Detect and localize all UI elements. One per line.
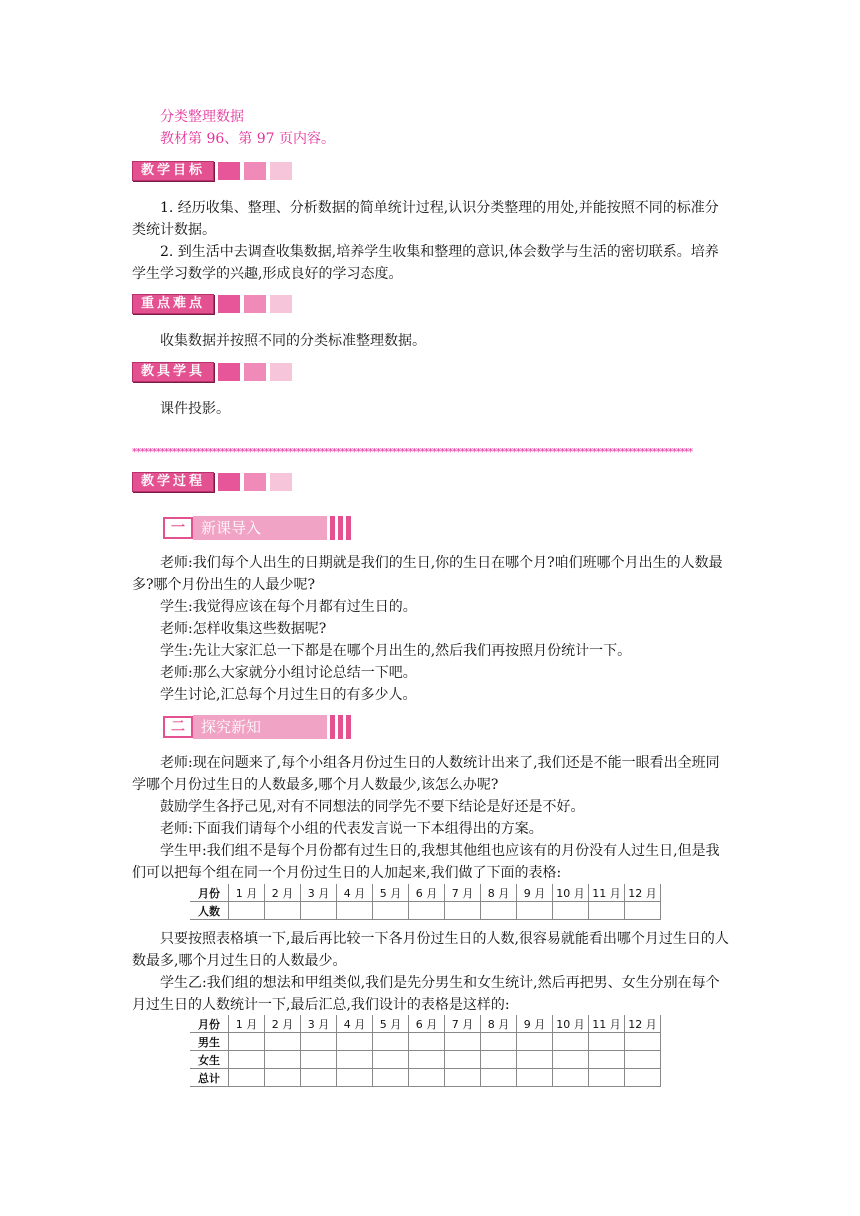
table-row — [190, 1015, 661, 1033]
gender-month-table — [190, 1015, 661, 1087]
part2-line: 学生乙:我们组的想法和甲组类似,我们是先分男生和女生统计,然后再把男、女生分别在每个月过生日的人数统计一下,最后汇总,我们设计的表格是这样的: — [132, 975, 720, 1013]
section-process-label: 教学过程 — [132, 472, 214, 492]
decor-square — [244, 473, 266, 491]
table-header-cell: 8 月 — [481, 884, 517, 902]
table-header-cell: 2 月 — [265, 1015, 301, 1033]
table-header-cell: 月份 — [190, 1015, 229, 1033]
decor-square — [218, 295, 240, 313]
decor-bar — [338, 715, 343, 739]
decor-square — [218, 162, 240, 180]
decor-bar — [330, 715, 335, 739]
table-row — [190, 1033, 661, 1051]
section-key-points-label: 重点难点 — [132, 294, 214, 314]
decor-square — [270, 162, 292, 180]
table-header-cell: 12 月 — [625, 884, 661, 902]
part1-banner — [163, 516, 351, 540]
table-header-cell: 9 月 — [517, 884, 553, 902]
section-goals — [132, 161, 292, 181]
part2-title: 探究新知 — [193, 715, 327, 739]
monthly-count-table — [190, 884, 661, 920]
tools-text: 课件投影。 — [160, 401, 230, 417]
section-tools-label: 教具学具 — [132, 362, 214, 382]
part2-banner — [163, 715, 351, 739]
decor-bar — [338, 516, 343, 540]
section-tools — [132, 362, 292, 382]
table-header-cell: 11 月 — [589, 1015, 625, 1033]
section-process — [132, 472, 292, 492]
table-header-cell: 月份 — [190, 884, 229, 902]
table-row — [190, 884, 661, 902]
table-header-cell: 8 月 — [481, 1015, 517, 1033]
decor-square — [244, 295, 266, 313]
table-header-cell: 4 月 — [337, 1015, 373, 1033]
part1-line: 学生:我觉得应该在每个月都有过生日的。 — [160, 599, 417, 615]
part1-line: 老师:怎样收集这些数据呢? — [160, 621, 327, 637]
goal-item-1: 1. 经历收集、整理、分析数据的简单统计过程,认识分类整理的用处,并能按照不同的标准分类统计数据。 — [132, 200, 719, 238]
lesson-topic: 分类整理数据 — [160, 109, 244, 125]
table-header-cell: 12 月 — [625, 1015, 661, 1033]
table-header-cell: 7 月 — [445, 884, 481, 902]
table-row — [190, 1051, 661, 1069]
table-row-label: 男生 — [190, 1033, 229, 1051]
section-key-points — [132, 294, 292, 314]
table-header-cell: 1 月 — [229, 884, 265, 902]
decor-bar — [346, 516, 351, 540]
decor-bar — [346, 715, 351, 739]
part1-title: 新课导入 — [193, 516, 327, 540]
part2-line: 学生甲:我们组不是每个月份都有过生日的,我想其他组也应该有的月份没有人过生日,但是我们可以把每个组在同一个月份过生日的人加起来,我们做了下面的表格: — [132, 843, 720, 881]
decor-bar — [330, 516, 335, 540]
part2-number: 二 — [163, 716, 193, 738]
table-row-label: 女生 — [190, 1051, 229, 1069]
part1-line: 老师:那么大家就分小组讨论总结一下吧。 — [160, 665, 417, 681]
table-header-cell: 6 月 — [409, 884, 445, 902]
part1-number: 一 — [163, 517, 193, 539]
table-header-cell: 3 月 — [301, 1015, 337, 1033]
table-row-label: 人数 — [190, 902, 229, 920]
star-divider: ******************************************************************************************************************************************** — [132, 448, 692, 458]
part1-line: 学生:先让大家汇总一下都是在哪个月出生的,然后我们再按照月份统计一下。 — [160, 643, 632, 659]
part2-line: 老师:下面我们请每个小组的代表发言说一下本组得出的方案。 — [160, 821, 543, 837]
table-header-cell: 5 月 — [373, 1015, 409, 1033]
decor-square — [270, 363, 292, 381]
table-header-cell: 9 月 — [517, 1015, 553, 1033]
table-header-cell: 6 月 — [409, 1015, 445, 1033]
goal-item-2: 2. 到生活中去调查收集数据,培养学生收集和整理的意识,体会数学与生活的密切联系。培养学生学习数学的兴趣,形成良好的学习态度。 — [132, 244, 719, 282]
table-header-cell: 3 月 — [301, 884, 337, 902]
decor-square — [218, 363, 240, 381]
table-header-cell: 5 月 — [373, 884, 409, 902]
table-header-cell: 2 月 — [265, 884, 301, 902]
table-header-cell: 10 月 — [553, 884, 589, 902]
decor-square — [244, 162, 266, 180]
decor-square — [270, 295, 292, 313]
decor-square — [218, 473, 240, 491]
table-header-cell: 1 月 — [229, 1015, 265, 1033]
table-header-cell: 4 月 — [337, 884, 373, 902]
table-row — [190, 1069, 661, 1087]
part1-line: 学生讨论,汇总每个月过生日的有多少人。 — [160, 687, 417, 703]
table-header-cell: 11 月 — [589, 884, 625, 902]
decor-square — [244, 363, 266, 381]
table-row-label: 总计 — [190, 1069, 229, 1087]
table-header-cell: 10 月 — [553, 1015, 589, 1033]
part2-line: 老师:现在问题来了,每个小组各月份过生日的人数统计出来了,我们还是不能一眼看出全班同学哪个月份过生日的人数最多,哪个月人数最少,该怎么办呢? — [132, 755, 720, 793]
part2-line: 只要按照表格填一下,最后再比较一下各月份过生日的人数,很容易就能看出哪个月过生日的人数最多,哪个月过生日的人数最少。 — [132, 931, 729, 969]
decor-square — [270, 473, 292, 491]
table-row — [190, 902, 661, 920]
section-goals-label: 教学目标 — [132, 161, 214, 181]
textbook-pages: 教材第 96、第 97 页内容。 — [160, 131, 335, 147]
table-header-cell: 7 月 — [445, 1015, 481, 1033]
part1-line: 老师:我们每个人出生的日期就是我们的生日,你的生日在哪个月?咱们班哪个月出生的人数最多?哪个月份出生的人最少呢? — [132, 555, 723, 593]
key-points-text: 收集数据并按照不同的分类标准整理数据。 — [160, 333, 426, 349]
part2-line: 鼓励学生各抒己见,对有不同想法的同学先不要下结论是好还是不好。 — [160, 799, 585, 815]
